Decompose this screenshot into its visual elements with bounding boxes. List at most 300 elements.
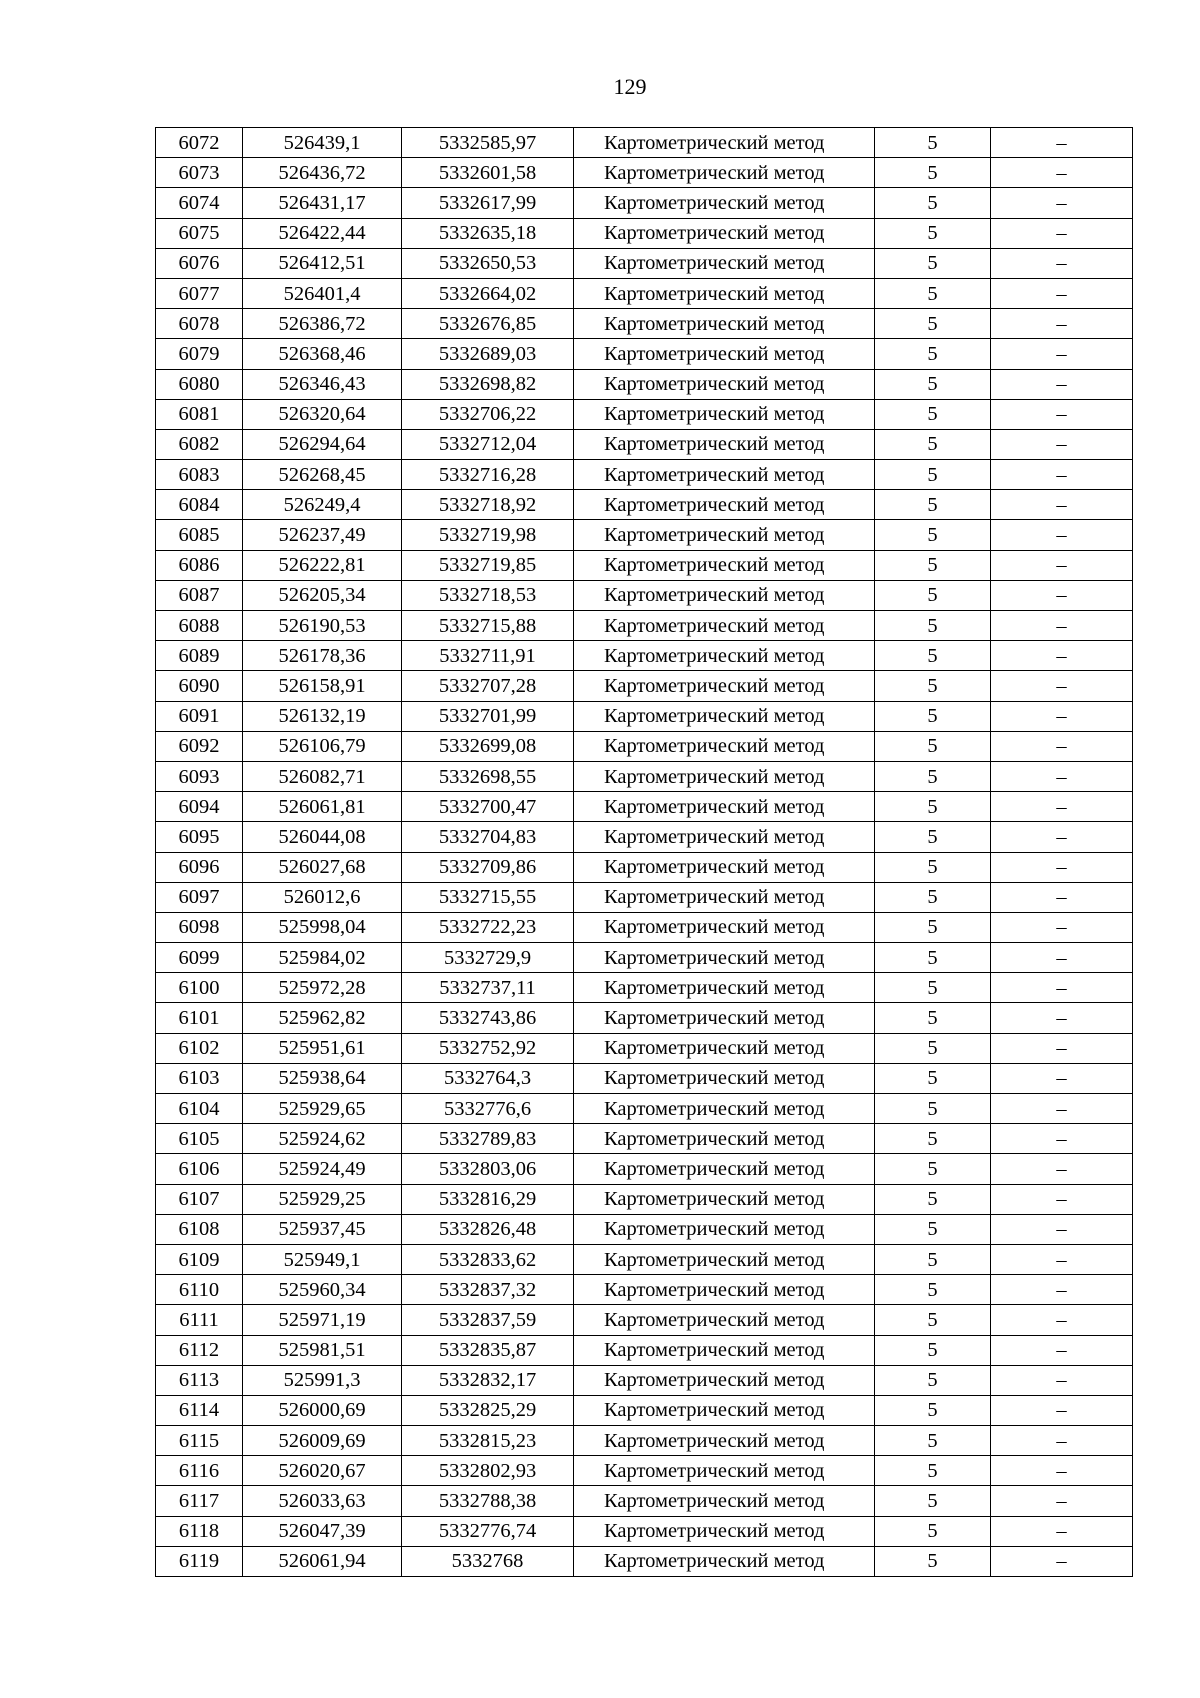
point-number-cell: 6073 [156, 158, 243, 188]
table-row [156, 1426, 1133, 1456]
x-coordinate-cell: 526401,4 [243, 278, 402, 308]
description-cell: – [991, 1395, 1133, 1425]
table-row [156, 943, 1133, 973]
point-number-cell: 6100 [156, 973, 243, 1003]
description-cell: – [991, 882, 1133, 912]
method-cell: Картометрический метод [574, 701, 875, 731]
description-cell: – [991, 1003, 1133, 1033]
table-row [156, 278, 1133, 308]
accuracy-cell: 5 [875, 1395, 991, 1425]
y-coordinate-cell: 5332617,99 [402, 188, 574, 218]
description-cell: – [991, 580, 1133, 610]
y-coordinate-cell: 5332826,48 [402, 1214, 574, 1244]
y-coordinate-cell: 5332601,58 [402, 158, 574, 188]
description-cell: – [991, 1516, 1133, 1546]
accuracy-cell: 5 [875, 1154, 991, 1184]
y-coordinate-cell: 5332776,74 [402, 1516, 574, 1546]
description-cell: – [991, 429, 1133, 459]
x-coordinate-cell: 526012,6 [243, 882, 402, 912]
y-coordinate-cell: 5332711,91 [402, 641, 574, 671]
description-cell: – [991, 1214, 1133, 1244]
accuracy-cell: 5 [875, 218, 991, 248]
method-cell: Картометрический метод [574, 822, 875, 852]
method-cell: Картометрический метод [574, 1214, 875, 1244]
method-cell: Картометрический метод [574, 1365, 875, 1395]
x-coordinate-cell: 525972,28 [243, 973, 402, 1003]
accuracy-cell: 5 [875, 701, 991, 731]
y-coordinate-cell: 5332722,23 [402, 912, 574, 942]
table-row [156, 1244, 1133, 1274]
description-cell: – [991, 1094, 1133, 1124]
y-coordinate-cell: 5332676,85 [402, 309, 574, 339]
x-coordinate-cell: 525924,49 [243, 1154, 402, 1184]
method-cell: Картометрический метод [574, 611, 875, 641]
table-row [156, 701, 1133, 731]
method-cell: Картометрический метод [574, 973, 875, 1003]
x-coordinate-cell: 526436,72 [243, 158, 402, 188]
table-row [156, 731, 1133, 761]
y-coordinate-cell: 5332835,87 [402, 1335, 574, 1365]
method-cell: Картометрический метод [574, 641, 875, 671]
point-number-cell: 6092 [156, 731, 243, 761]
accuracy-cell: 5 [875, 1335, 991, 1365]
method-cell: Картометрический метод [574, 1516, 875, 1546]
y-coordinate-cell: 5332815,23 [402, 1426, 574, 1456]
y-coordinate-cell: 5332837,59 [402, 1305, 574, 1335]
description-cell: – [991, 943, 1133, 973]
accuracy-cell: 5 [875, 550, 991, 580]
x-coordinate-cell: 526249,4 [243, 490, 402, 520]
x-coordinate-cell: 526044,08 [243, 822, 402, 852]
description-cell: – [991, 158, 1133, 188]
point-number-cell: 6081 [156, 399, 243, 429]
accuracy-cell: 5 [875, 1094, 991, 1124]
coordinates-table [155, 127, 1133, 1577]
x-coordinate-cell: 526268,45 [243, 460, 402, 490]
table-row [156, 1214, 1133, 1244]
description-cell: – [991, 128, 1133, 158]
table-row [156, 882, 1133, 912]
accuracy-cell: 5 [875, 1546, 991, 1576]
y-coordinate-cell: 5332832,17 [402, 1365, 574, 1395]
method-cell: Картометрический метод [574, 882, 875, 912]
point-number-cell: 6105 [156, 1124, 243, 1154]
description-cell: – [991, 822, 1133, 852]
point-number-cell: 6085 [156, 520, 243, 550]
y-coordinate-cell: 5332701,99 [402, 701, 574, 731]
method-cell: Картометрический метод [574, 1486, 875, 1516]
x-coordinate-cell: 526082,71 [243, 761, 402, 791]
point-number-cell: 6107 [156, 1184, 243, 1214]
accuracy-cell: 5 [875, 852, 991, 882]
point-number-cell: 6111 [156, 1305, 243, 1335]
x-coordinate-cell: 526412,51 [243, 248, 402, 278]
method-cell: Картометрический метод [574, 1094, 875, 1124]
method-cell: Картометрический метод [574, 852, 875, 882]
description-cell: – [991, 248, 1133, 278]
description-cell: – [991, 611, 1133, 641]
point-number-cell: 6093 [156, 761, 243, 791]
table-row [156, 309, 1133, 339]
x-coordinate-cell: 525949,1 [243, 1244, 402, 1274]
method-cell: Картометрический метод [574, 1063, 875, 1093]
point-number-cell: 6079 [156, 339, 243, 369]
x-coordinate-cell: 526158,91 [243, 671, 402, 701]
accuracy-cell: 5 [875, 611, 991, 641]
accuracy-cell: 5 [875, 580, 991, 610]
x-coordinate-cell: 526033,63 [243, 1486, 402, 1516]
point-number-cell: 6103 [156, 1063, 243, 1093]
method-cell: Картометрический метод [574, 792, 875, 822]
x-coordinate-cell: 525937,45 [243, 1214, 402, 1244]
method-cell: Картометрический метод [574, 429, 875, 459]
accuracy-cell: 5 [875, 1214, 991, 1244]
accuracy-cell: 5 [875, 912, 991, 942]
point-number-cell: 6104 [156, 1094, 243, 1124]
method-cell: Картометрический метод [574, 731, 875, 761]
x-coordinate-cell: 526237,49 [243, 520, 402, 550]
table-row [156, 128, 1133, 158]
y-coordinate-cell: 5332704,83 [402, 822, 574, 852]
table-row [156, 580, 1133, 610]
x-coordinate-cell: 526061,94 [243, 1546, 402, 1576]
x-coordinate-cell: 526320,64 [243, 399, 402, 429]
x-coordinate-cell: 526190,53 [243, 611, 402, 641]
y-coordinate-cell: 5332712,04 [402, 429, 574, 459]
x-coordinate-cell: 526205,34 [243, 580, 402, 610]
description-cell: – [991, 218, 1133, 248]
table-row [156, 369, 1133, 399]
y-coordinate-cell: 5332789,83 [402, 1124, 574, 1154]
y-coordinate-cell: 5332752,92 [402, 1033, 574, 1063]
y-coordinate-cell: 5332699,08 [402, 731, 574, 761]
method-cell: Картометрический метод [574, 158, 875, 188]
description-cell: – [991, 1486, 1133, 1516]
point-number-cell: 6109 [156, 1244, 243, 1274]
x-coordinate-cell: 525938,64 [243, 1063, 402, 1093]
y-coordinate-cell: 5332764,3 [402, 1063, 574, 1093]
table-row [156, 852, 1133, 882]
table-row [156, 1094, 1133, 1124]
accuracy-cell: 5 [875, 1124, 991, 1154]
method-cell: Картометрический метод [574, 1456, 875, 1486]
x-coordinate-cell: 526020,67 [243, 1456, 402, 1486]
method-cell: Картометрический метод [574, 550, 875, 580]
x-coordinate-cell: 526431,17 [243, 188, 402, 218]
accuracy-cell: 5 [875, 882, 991, 912]
y-coordinate-cell: 5332802,93 [402, 1456, 574, 1486]
table-row [156, 1486, 1133, 1516]
method-cell: Картометрический метод [574, 761, 875, 791]
y-coordinate-cell: 5332698,82 [402, 369, 574, 399]
description-cell: – [991, 188, 1133, 218]
table-row [156, 1335, 1133, 1365]
method-cell: Картометрический метод [574, 490, 875, 520]
method-cell: Картометрический метод [574, 912, 875, 942]
x-coordinate-cell: 526178,36 [243, 641, 402, 671]
table-row [156, 761, 1133, 791]
accuracy-cell: 5 [875, 490, 991, 520]
accuracy-cell: 5 [875, 128, 991, 158]
accuracy-cell: 5 [875, 822, 991, 852]
x-coordinate-cell: 526132,19 [243, 701, 402, 731]
point-number-cell: 6099 [156, 943, 243, 973]
description-cell: – [991, 1305, 1133, 1335]
accuracy-cell: 5 [875, 369, 991, 399]
method-cell: Картометрический метод [574, 188, 875, 218]
method-cell: Картометрический метод [574, 1305, 875, 1335]
y-coordinate-cell: 5332664,02 [402, 278, 574, 308]
y-coordinate-cell: 5332768 [402, 1546, 574, 1576]
point-number-cell: 6112 [156, 1335, 243, 1365]
point-number-cell: 6090 [156, 671, 243, 701]
x-coordinate-cell: 526422,44 [243, 218, 402, 248]
description-cell: – [991, 490, 1133, 520]
point-number-cell: 6084 [156, 490, 243, 520]
point-number-cell: 6077 [156, 278, 243, 308]
x-coordinate-cell: 525951,61 [243, 1033, 402, 1063]
x-coordinate-cell: 525924,62 [243, 1124, 402, 1154]
accuracy-cell: 5 [875, 1516, 991, 1546]
description-cell: – [991, 973, 1133, 1003]
accuracy-cell: 5 [875, 1063, 991, 1093]
method-cell: Картометрический метод [574, 1184, 875, 1214]
table-row [156, 188, 1133, 218]
description-cell: – [991, 671, 1133, 701]
table-row [156, 822, 1133, 852]
description-cell: – [991, 1063, 1133, 1093]
point-number-cell: 6118 [156, 1516, 243, 1546]
table-row [156, 520, 1133, 550]
y-coordinate-cell: 5332698,55 [402, 761, 574, 791]
table-row [156, 1154, 1133, 1184]
description-cell: – [991, 1033, 1133, 1063]
accuracy-cell: 5 [875, 1486, 991, 1516]
accuracy-cell: 5 [875, 761, 991, 791]
point-number-cell: 6098 [156, 912, 243, 942]
y-coordinate-cell: 5332718,92 [402, 490, 574, 520]
point-number-cell: 6076 [156, 248, 243, 278]
y-coordinate-cell: 5332715,55 [402, 882, 574, 912]
y-coordinate-cell: 5332825,29 [402, 1395, 574, 1425]
accuracy-cell: 5 [875, 1456, 991, 1486]
y-coordinate-cell: 5332816,29 [402, 1184, 574, 1214]
point-number-cell: 6095 [156, 822, 243, 852]
y-coordinate-cell: 5332585,97 [402, 128, 574, 158]
description-cell: – [991, 1335, 1133, 1365]
description-cell: – [991, 761, 1133, 791]
accuracy-cell: 5 [875, 943, 991, 973]
x-coordinate-cell: 526439,1 [243, 128, 402, 158]
method-cell: Картометрический метод [574, 520, 875, 550]
point-number-cell: 6088 [156, 611, 243, 641]
point-number-cell: 6101 [156, 1003, 243, 1033]
x-coordinate-cell: 525981,51 [243, 1335, 402, 1365]
y-coordinate-cell: 5332689,03 [402, 339, 574, 369]
point-number-cell: 6078 [156, 309, 243, 339]
description-cell: – [991, 1365, 1133, 1395]
method-cell: Картометрический метод [574, 399, 875, 429]
description-cell: – [991, 1456, 1133, 1486]
x-coordinate-cell: 525991,3 [243, 1365, 402, 1395]
point-number-cell: 6083 [156, 460, 243, 490]
description-cell: – [991, 399, 1133, 429]
method-cell: Картометрический метод [574, 1275, 875, 1305]
table-row [156, 1275, 1133, 1305]
y-coordinate-cell: 5332716,28 [402, 460, 574, 490]
method-cell: Картометрический метод [574, 1244, 875, 1274]
y-coordinate-cell: 5332719,98 [402, 520, 574, 550]
method-cell: Картометрический метод [574, 1154, 875, 1184]
point-number-cell: 6117 [156, 1486, 243, 1516]
x-coordinate-cell: 525984,02 [243, 943, 402, 973]
table-row [156, 1365, 1133, 1395]
method-cell: Картометрический метод [574, 248, 875, 278]
method-cell: Картометрический метод [574, 1033, 875, 1063]
description-cell: – [991, 701, 1133, 731]
point-number-cell: 6082 [156, 429, 243, 459]
method-cell: Картометрический метод [574, 943, 875, 973]
method-cell: Картометрический метод [574, 339, 875, 369]
y-coordinate-cell: 5332635,18 [402, 218, 574, 248]
table-row [156, 671, 1133, 701]
table-row [156, 1124, 1133, 1154]
description-cell: – [991, 1124, 1133, 1154]
accuracy-cell: 5 [875, 1003, 991, 1033]
coordinates-table-body [156, 128, 1133, 1577]
description-cell: – [991, 1154, 1133, 1184]
x-coordinate-cell: 526027,68 [243, 852, 402, 882]
point-number-cell: 6096 [156, 852, 243, 882]
y-coordinate-cell: 5332718,53 [402, 580, 574, 610]
point-number-cell: 6075 [156, 218, 243, 248]
table-row [156, 1456, 1133, 1486]
point-number-cell: 6091 [156, 701, 243, 731]
accuracy-cell: 5 [875, 1033, 991, 1063]
table-row [156, 1395, 1133, 1425]
description-cell: – [991, 369, 1133, 399]
x-coordinate-cell: 525998,04 [243, 912, 402, 942]
accuracy-cell: 5 [875, 641, 991, 671]
description-cell: – [991, 792, 1133, 822]
description-cell: – [991, 1275, 1133, 1305]
accuracy-cell: 5 [875, 248, 991, 278]
accuracy-cell: 5 [875, 399, 991, 429]
table-row [156, 460, 1133, 490]
y-coordinate-cell: 5332788,38 [402, 1486, 574, 1516]
page-number: 129 [613, 74, 647, 99]
accuracy-cell: 5 [875, 339, 991, 369]
method-cell: Картометрический метод [574, 128, 875, 158]
point-number-cell: 6110 [156, 1275, 243, 1305]
point-number-cell: 6097 [156, 882, 243, 912]
y-coordinate-cell: 5332737,11 [402, 973, 574, 1003]
description-cell: – [991, 1184, 1133, 1214]
method-cell: Картометрический метод [574, 580, 875, 610]
accuracy-cell: 5 [875, 671, 991, 701]
description-cell: – [991, 1426, 1133, 1456]
point-number-cell: 6114 [156, 1395, 243, 1425]
y-coordinate-cell: 5332650,53 [402, 248, 574, 278]
point-number-cell: 6080 [156, 369, 243, 399]
accuracy-cell: 5 [875, 1244, 991, 1274]
accuracy-cell: 5 [875, 1305, 991, 1335]
table-row [156, 973, 1133, 1003]
description-cell: – [991, 912, 1133, 942]
x-coordinate-cell: 526061,81 [243, 792, 402, 822]
accuracy-cell: 5 [875, 1275, 991, 1305]
table-row [156, 912, 1133, 942]
accuracy-cell: 5 [875, 278, 991, 308]
table-row [156, 792, 1133, 822]
description-cell: – [991, 550, 1133, 580]
table-row [156, 1003, 1133, 1033]
x-coordinate-cell: 526106,79 [243, 731, 402, 761]
accuracy-cell: 5 [875, 309, 991, 339]
y-coordinate-cell: 5332729,9 [402, 943, 574, 973]
method-cell: Картометрический метод [574, 1395, 875, 1425]
description-cell: – [991, 731, 1133, 761]
y-coordinate-cell: 5332833,62 [402, 1244, 574, 1274]
x-coordinate-cell: 525960,34 [243, 1275, 402, 1305]
point-number-cell: 6086 [156, 550, 243, 580]
accuracy-cell: 5 [875, 188, 991, 218]
description-cell: – [991, 641, 1133, 671]
description-cell: – [991, 309, 1133, 339]
point-number-cell: 6072 [156, 128, 243, 158]
x-coordinate-cell: 526009,69 [243, 1426, 402, 1456]
table-row [156, 1063, 1133, 1093]
method-cell: Картометрический метод [574, 278, 875, 308]
x-coordinate-cell: 526346,43 [243, 369, 402, 399]
method-cell: Картометрический метод [574, 218, 875, 248]
table-row [156, 550, 1133, 580]
y-coordinate-cell: 5332776,6 [402, 1094, 574, 1124]
accuracy-cell: 5 [875, 973, 991, 1003]
x-coordinate-cell: 526294,64 [243, 429, 402, 459]
y-coordinate-cell: 5332706,22 [402, 399, 574, 429]
y-coordinate-cell: 5332715,88 [402, 611, 574, 641]
table-row [156, 1305, 1133, 1335]
x-coordinate-cell: 525962,82 [243, 1003, 402, 1033]
point-number-cell: 6113 [156, 1365, 243, 1395]
accuracy-cell: 5 [875, 1184, 991, 1214]
point-number-cell: 6116 [156, 1456, 243, 1486]
y-coordinate-cell: 5332803,06 [402, 1154, 574, 1184]
description-cell: – [991, 1546, 1133, 1576]
accuracy-cell: 5 [875, 792, 991, 822]
x-coordinate-cell: 526000,69 [243, 1395, 402, 1425]
table-row [156, 339, 1133, 369]
description-cell: – [991, 460, 1133, 490]
accuracy-cell: 5 [875, 429, 991, 459]
accuracy-cell: 5 [875, 1365, 991, 1395]
y-coordinate-cell: 5332700,47 [402, 792, 574, 822]
description-cell: – [991, 278, 1133, 308]
method-cell: Картометрический метод [574, 460, 875, 490]
method-cell: Картометрический метод [574, 309, 875, 339]
table-row [156, 1516, 1133, 1546]
table-row [156, 1184, 1133, 1214]
table-row [156, 641, 1133, 671]
table-row [156, 218, 1133, 248]
y-coordinate-cell: 5332707,28 [402, 671, 574, 701]
accuracy-cell: 5 [875, 520, 991, 550]
description-cell: – [991, 1244, 1133, 1274]
method-cell: Картометрический метод [574, 1426, 875, 1456]
description-cell: – [991, 339, 1133, 369]
point-number-cell: 6094 [156, 792, 243, 822]
